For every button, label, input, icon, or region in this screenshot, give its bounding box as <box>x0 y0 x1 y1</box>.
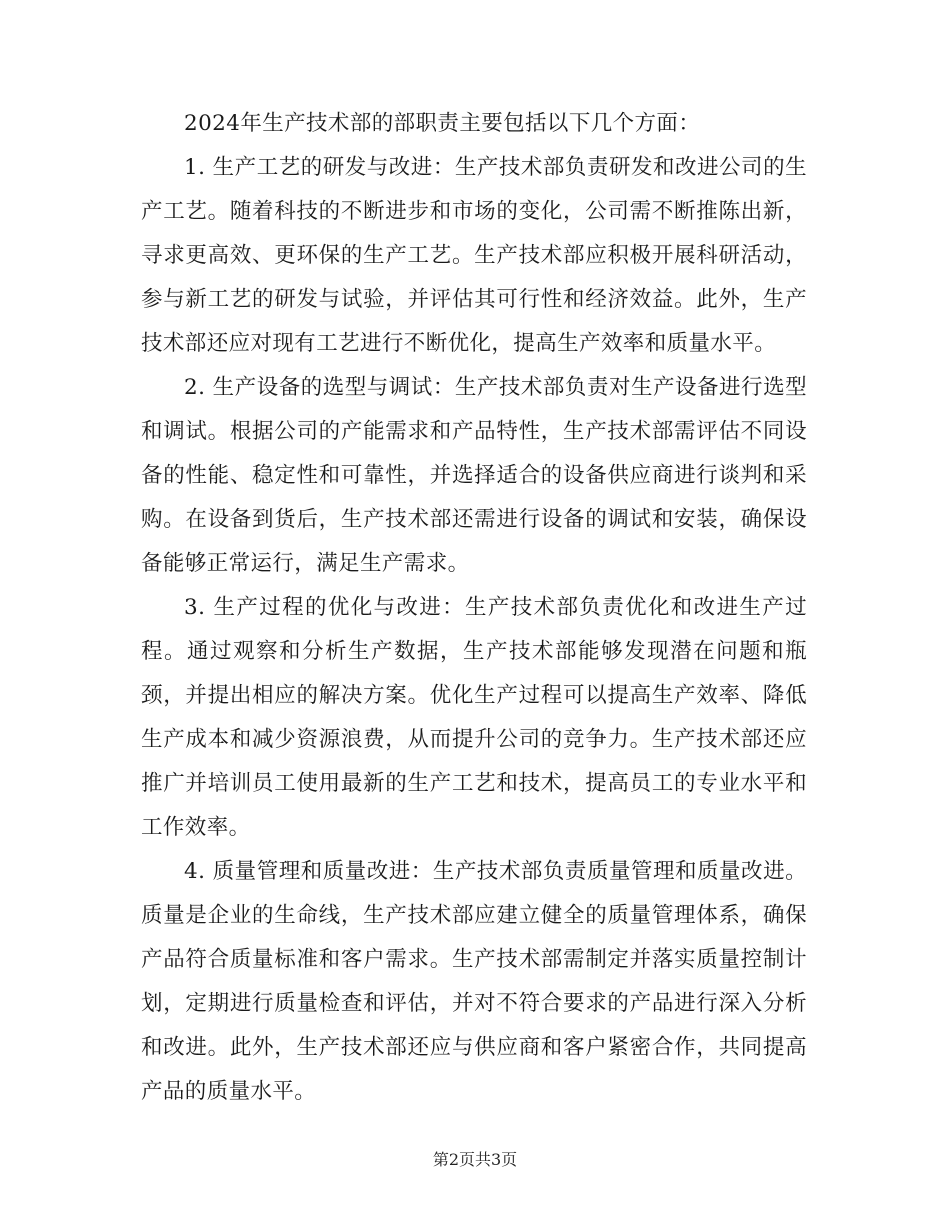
page-number-footer: 第2页共3页 <box>432 1150 518 1169</box>
document-body <box>141 102 807 1114</box>
paragraph-process-optimization: 3. 生产过程的优化与改进：生产技术部负责优化和改进生产过程。通过观察和分析生产数据，生产技术部能够发现潜在问题和瓶颈，并提出相应的解决方案。优化生产过程可以提高生产效率、降低生产成本和减少资源浪费，从而提升公司的竞争力。生产技术部还应推广并培训员工使用最新的生产工艺和技术，提高员工的专业水平和工作效率。 <box>141 595 807 840</box>
paragraph-process-rd: 1. 生产工艺的研发与改进：生产技术部负责研发和改进公司的生产工艺。随着科技的不断进步和市场的变化，公司需不断推陈出新，寻求更高效、更环保的生产工艺。生产技术部应积极开展科研活动，参与新工艺的研发与试验，并评估其可行性和经济效益。此外，生产技术部还应对现有工艺进行不断优化，提高生产效率和质量水平。 <box>141 155 807 356</box>
paragraph-quality-management: 4. 质量管理和质量改进：生产技术部负责质量管理和质量改进。质量是企业的生命线，生产技术部应建立健全的质量管理体系，确保产品符合质量标准和客户需求。生产技术部需制定并落实质量控制计划，定期进行质量检查和评估，并对不符合要求的产品进行深入分析和改进。此外，生产技术部还应与供应商和客户紧密合作，共同提高产品的质量水平。 <box>141 859 807 1104</box>
paragraph-equipment: 2. 生产设备的选型与调试：生产技术部负责对生产设备进行选型和调试。根据公司的产能需求和产品特性，生产技术部需评估不同设备的性能、稳定性和可靠性，并选择适合的设备供应商进行谈判和采购。在设备到货后，生产技术部还需进行设备的调试和安装，确保设备能够正常运行，满足生产需求。 <box>141 375 807 576</box>
intro-paragraph: 2024年生产技术部的部职责主要包括以下几个方面： <box>184 111 701 136</box>
